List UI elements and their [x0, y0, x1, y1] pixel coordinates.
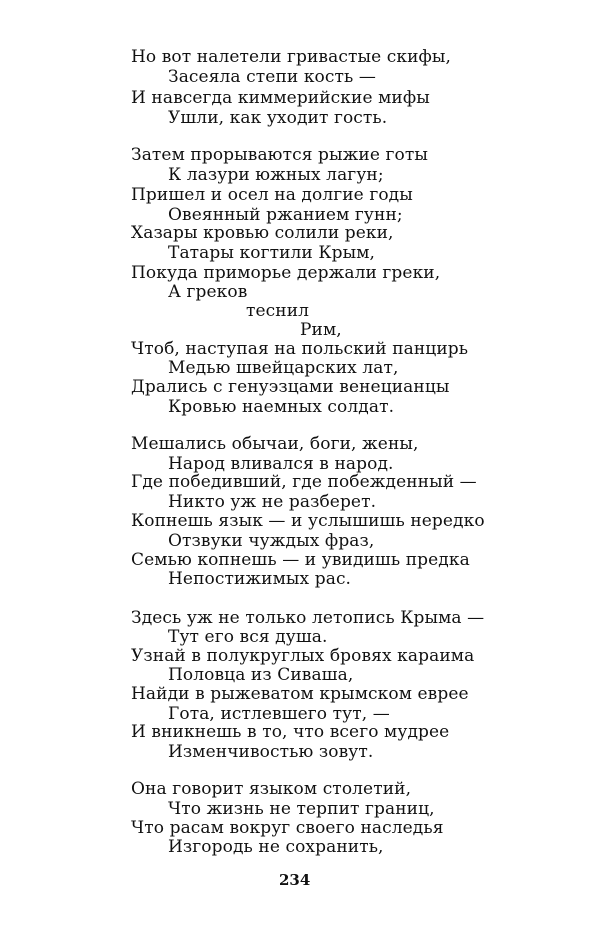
page-number: 234 [279, 871, 311, 889]
poem-line: Народ вливался в народ. [168, 454, 394, 474]
poem-line: Копнешь язык — и услышишь нередко [131, 511, 485, 531]
poem-line: Засеяла степи кость — [168, 67, 376, 87]
poem-line: Пришел и осел на долгие годы [131, 185, 413, 205]
poem-line: И вникнешь в то, что всего мудрее [131, 722, 450, 742]
poem-line: Ушли, как уходит гость. [168, 108, 388, 128]
poem-line: Никто уж не разберет. [168, 492, 377, 512]
poem-line: Отзвуки чуждых фраз, [168, 531, 375, 551]
poem-line: Половца из Сиваша, [168, 665, 354, 685]
poem-line: Здесь уж не только летопись Крыма — [131, 608, 485, 628]
poem-line: Найди в рыжеватом крымском еврее [131, 684, 469, 704]
poem-line: Она говорит языком столетий, [131, 779, 412, 799]
poem-line: теснил [246, 301, 310, 321]
poem-line: Кровью наемных солдат. [168, 397, 395, 417]
poem-line: Изгородь не сохранить, [168, 837, 384, 857]
poem-line: К лазури южных лагун; [168, 165, 384, 185]
poem-line: Но вот налетели гривастые скифы, [131, 47, 452, 67]
poem-line: Семью копнешь — и увидишь предка [131, 550, 470, 570]
poem-line: И навсегда киммерийские мифы [131, 88, 430, 108]
poem-line: А греков [168, 282, 248, 302]
poem-line: Затем прорываются рыжие готы [131, 145, 428, 165]
poem-line: Что жизнь не терпит границ, [168, 799, 435, 819]
poem-line: Гота, истлевшего тут, — [168, 704, 390, 724]
poem-line: Мешались обычаи, боги, жены, [131, 434, 419, 454]
poem-line: Тут его вся душа. [168, 627, 328, 647]
poem-line: Овеянный ржанием гунн; [168, 205, 403, 225]
poem-line: Непостижимых рас. [168, 569, 352, 589]
poem-line: Медью швейцарских лат, [168, 358, 399, 378]
poem-line: Что расам вокруг своего наследья [131, 818, 444, 838]
poem-line: Изменчивостью зовут. [168, 742, 374, 762]
poem-line: Хазары кровью солили реки, [131, 223, 394, 243]
poem-line: Чтоб, наступая на польский панцирь [131, 339, 469, 359]
poem-line: Покуда приморье держали греки, [131, 263, 441, 283]
poem-line: Где победивший, где побежденный — [131, 472, 477, 492]
poem-line: Татары когтили Крым, [168, 243, 376, 263]
poem-line: Рим, [300, 320, 342, 340]
poem-line: Дрались с генуэзцами венецианцы [131, 377, 450, 397]
poem-line: Узнай в полукруглых бровях караима [131, 646, 475, 666]
